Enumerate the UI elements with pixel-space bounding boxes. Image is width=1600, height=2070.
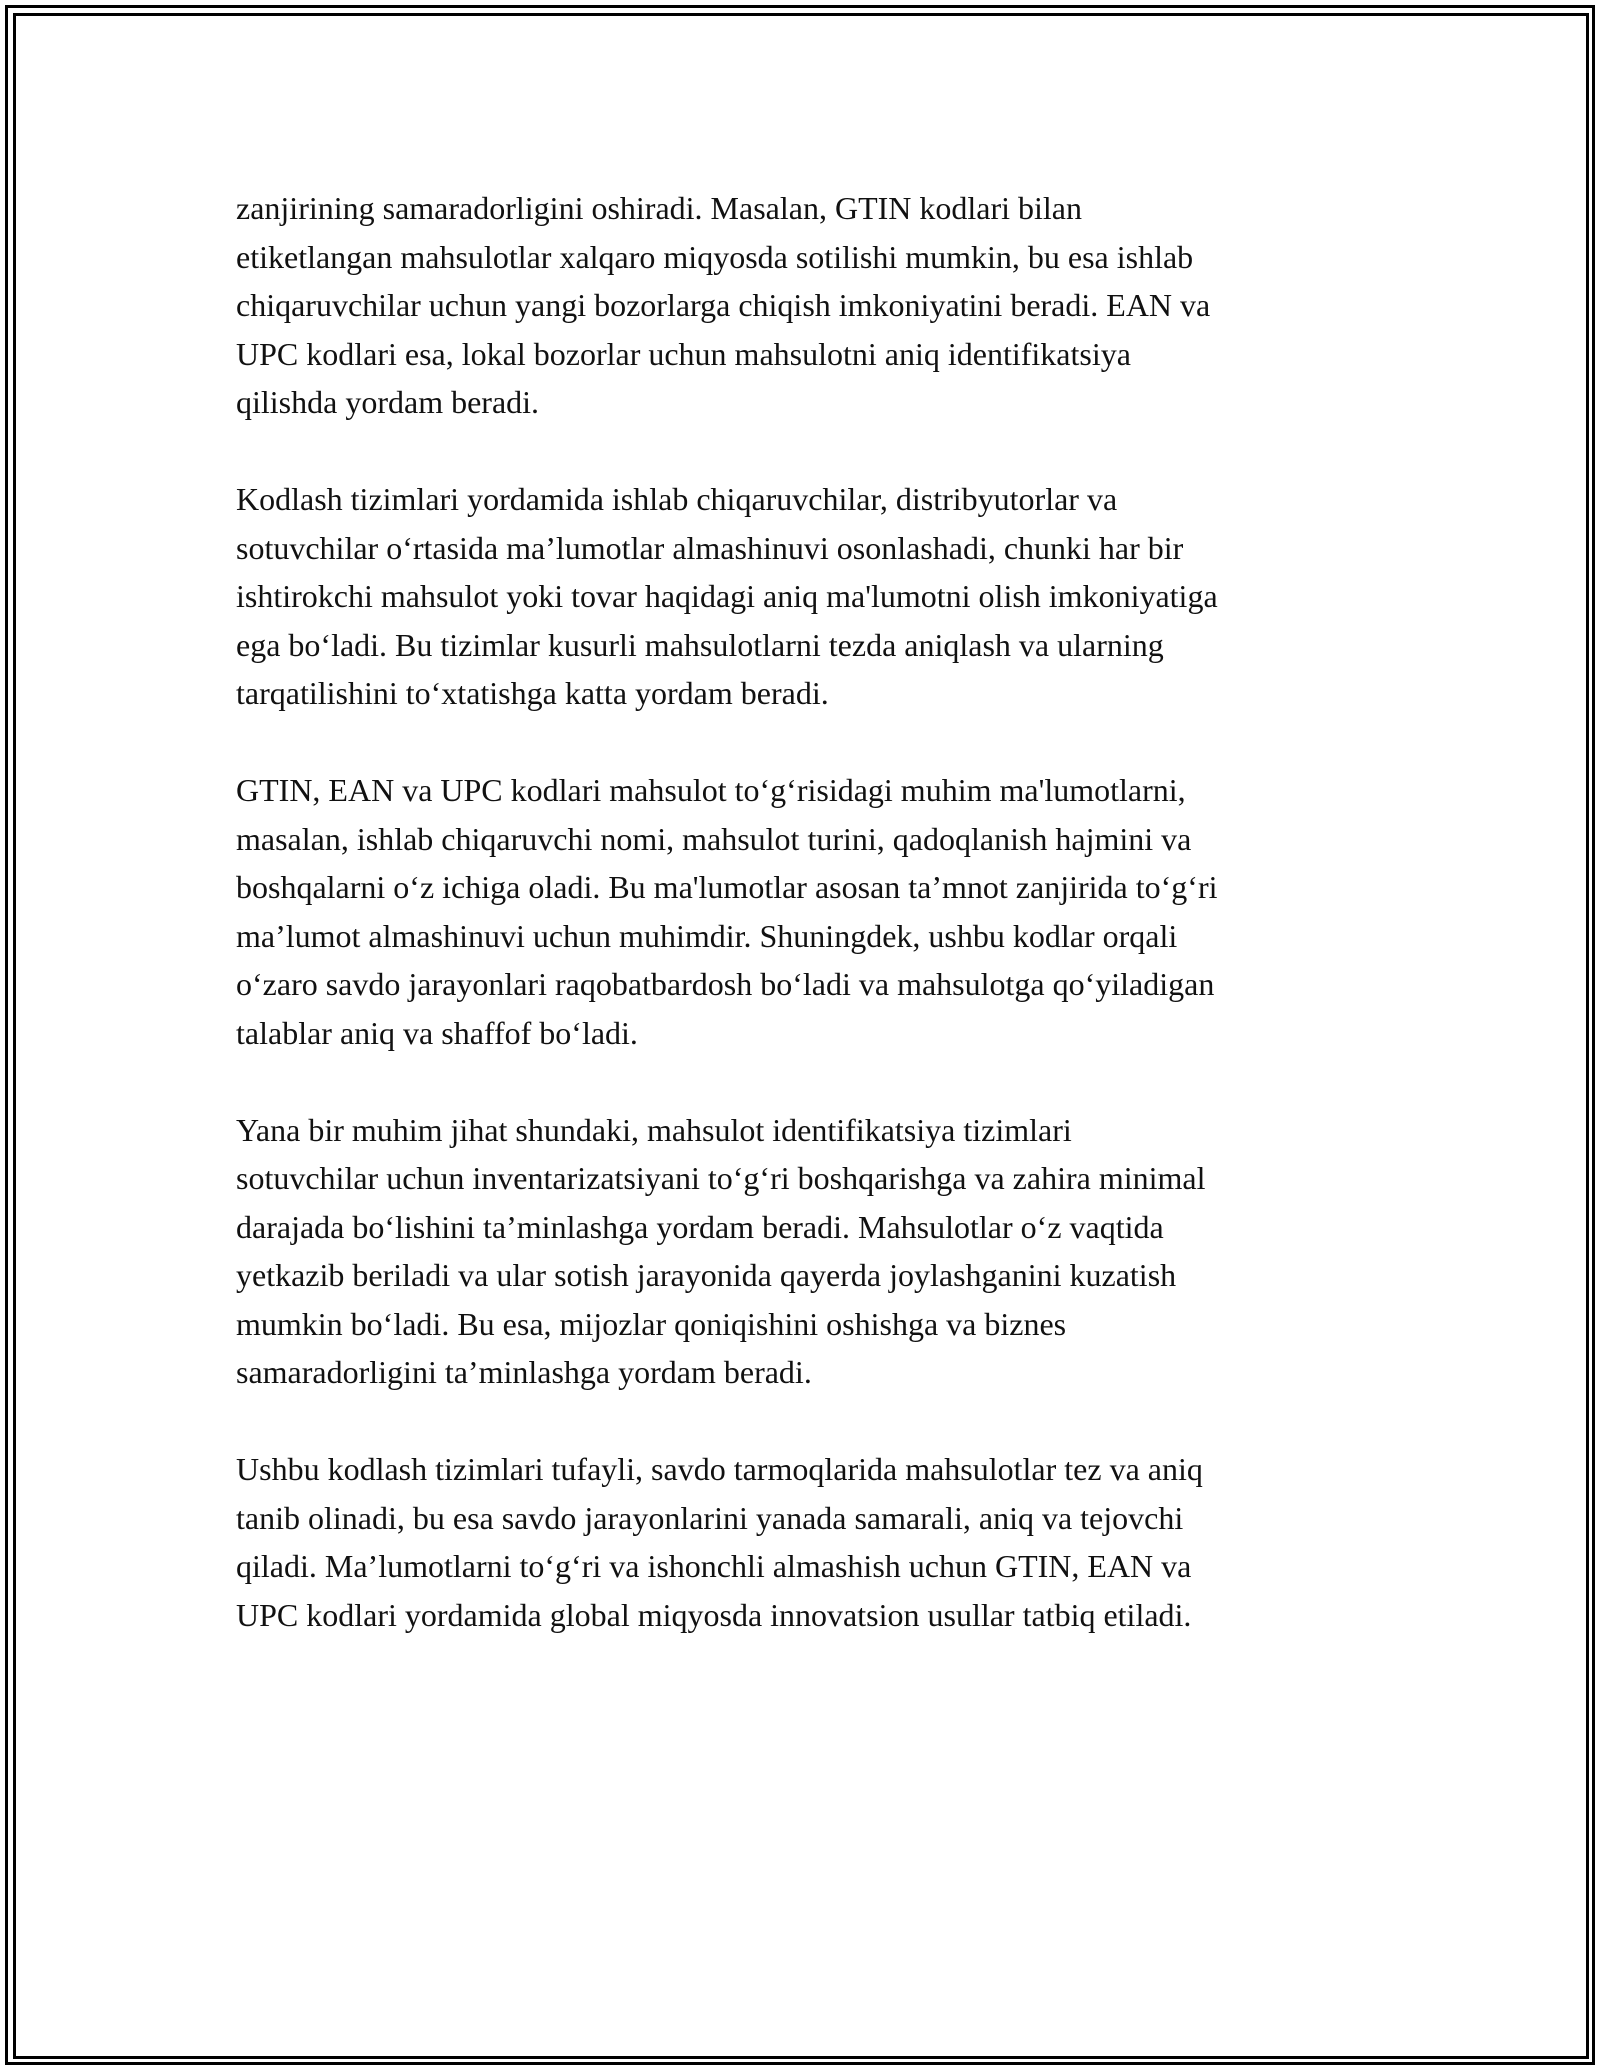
paragraph: Ushbu kodlash tizimlari tufayli, savdo tarmoqlarida mahsulotlar tez va aniq tanib olinadi, bu esa savdo jarayonlarini yanada samarali, aniq va tejovchi qiladi. Ma’lumotlarni to‘g‘ri va ishonchli almashish uchun GTIN, EAN va UPC kodlari yordamida global miqyosda innovatsion usullar tatbiq etiladi. — [236, 1451, 1203, 1633]
paragraph: zanjirining samaradorligini oshiradi. Masalan, GTIN kodlari bilan etiketlangan mahsulotlar xalqaro miqyosda sotilishi mumkin, bu esa ishlab chiqaruvchilar uchun yangi bozorlarga chiqish imkoniyatini beradi. EAN va UPC kodlari esa, lokal bozorlar uchun mahsulotni aniq identifikatsiya qilishda yordam beradi. — [236, 190, 1211, 420]
paragraph: Yana bir muhim jihat shundaki, mahsulot identifikatsiya tizimlari sotuvchilar uchun inventarizatsiyani to‘g‘ri boshqarishga va zahira minimal darajada bo‘lishini ta’minlashga yordam beradi. Mahsulotlar o‘z vaqtida yetkazib beriladi va ular sotish jarayonida qayerda joylashganini kuzatish mumkin bo‘ladi. Bu esa, mijozlar qoniqishini oshishga va biznes samaradorligini ta’minlashga yordam beradi. — [236, 1111, 1206, 1390]
paragraph: GTIN, EAN va UPC kodlari mahsulot to‘g‘risidagi muhim ma'lumotlarni, masalan, ishlab chiqaruvchi nomi, mahsulot turini, qadoqlanish hajmini va boshqalarni o‘z ichiga oladi. Bu ma'lumotlar asosan ta’mnot zanjirida to‘g‘ri ma’lumot almashinuvi uchun muhimdir. Shuningdek, ushbu kodlar orqali o‘zaro savdo jarayonlari raqobatbardosh bo‘ladi va mahsulotga qo‘yiladigan talablar aniq va shaffof bo‘ladi. — [236, 772, 1218, 1051]
paragraph: Kodlash tizimlari yordamida ishlab chiqaruvchilar, distribyutorlar va sotuvchilar o‘rtasida ma’lumotlar almashinuvi osonlashadi, chunki har bir ishtirokchi mahsulot yoki tovar haqidagi aniq ma'lumotni olish imkoniyatiga ega bo‘ladi. Bu tizimlar kusurli mahsulotlarni tezda aniqlash va ularning tarqatilishini to‘xtatishga katta yordam beradi. — [236, 481, 1218, 711]
document-body — [236, 184, 1366, 1639]
